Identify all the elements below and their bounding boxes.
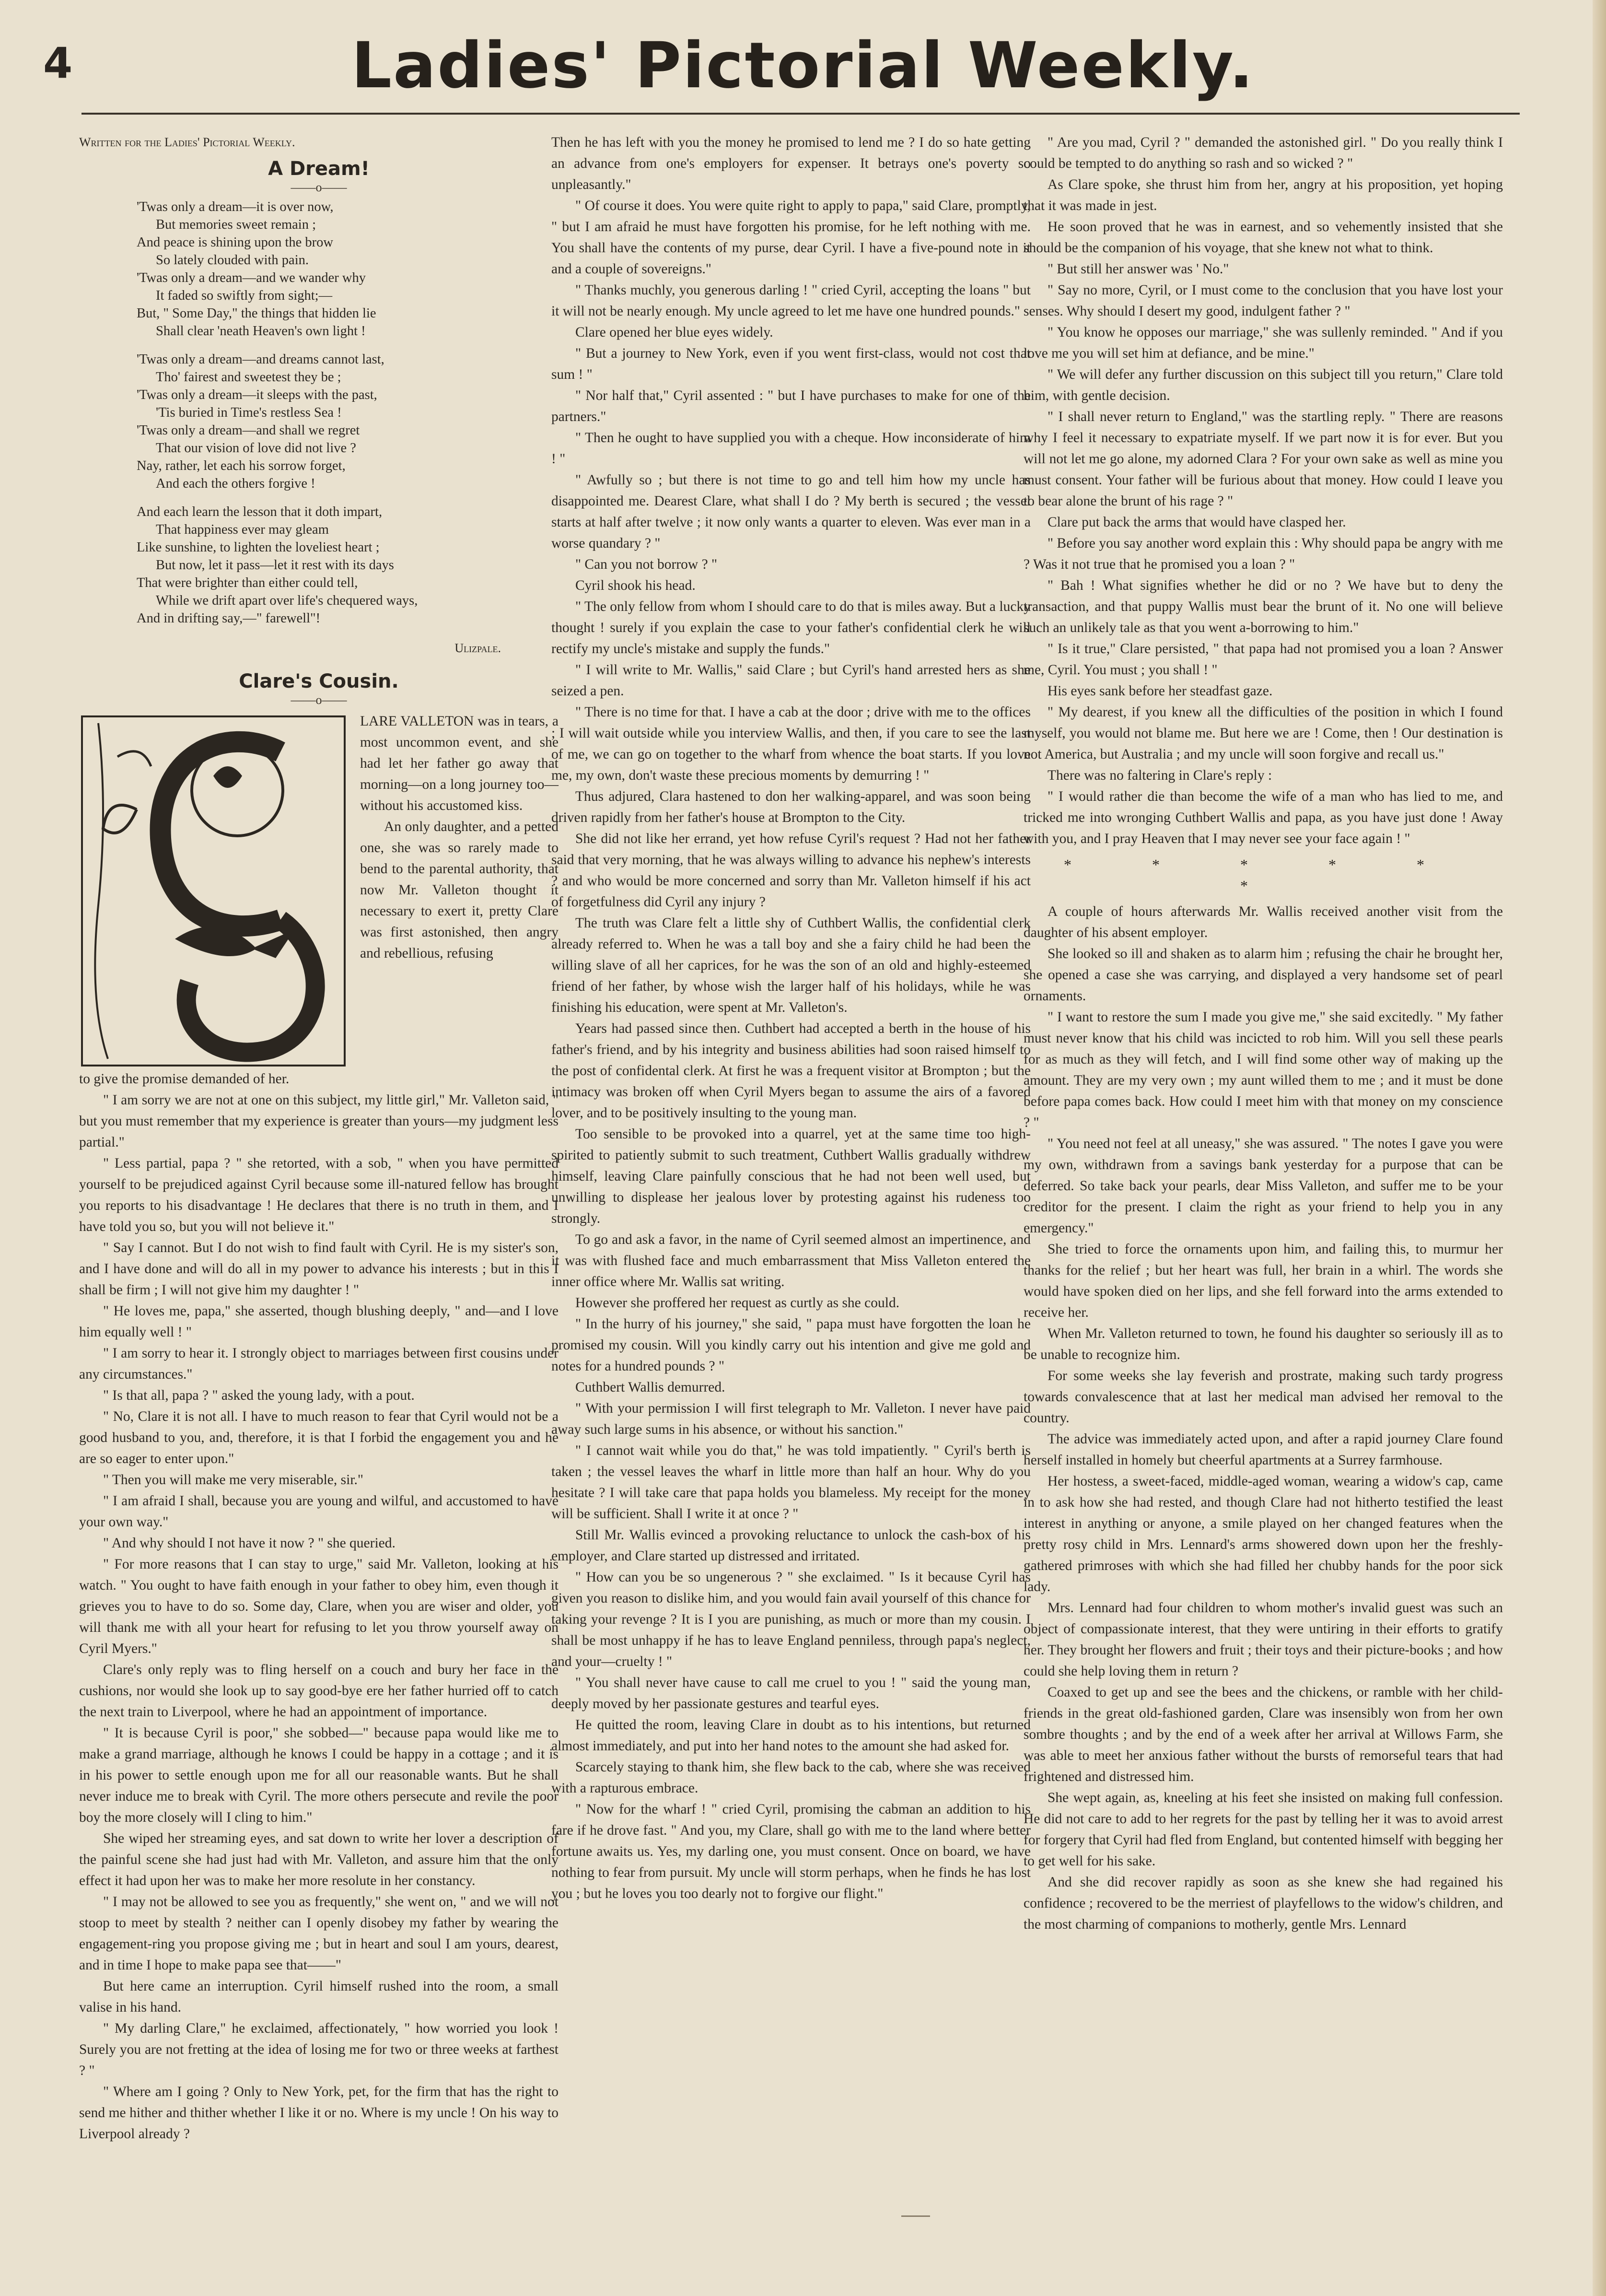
story-paragraph: " Nor half that," Cyril assented : " but I have purchases to make for one of the partners." [551, 388, 1031, 424]
ornament-divider: ——o—— [291, 693, 347, 707]
story-paragraph: " I want to restore the sum I made you give me," she said excitedly. " My father must never know that his child was incicted to rob him. Will you sell these pearls for as much as they will fetch, and I will find some other way of making up the amount. They are my very own ; my aunt willed them to me ; and it must be done before papa comes back. How could I meet him with that money on my conscience ? " [1024, 1009, 1503, 1130]
poem-line: And peace is shining upon the brow [137, 235, 334, 250]
story-paragraph: " Of course it does. You were quite right to apply to papa," said Clare, promptly, " but I am afraid he must have forgotten his promise, for he left nothing with me. You shall have the contents of my purse, dear Cyril. I have a five-pound note in it and a couple of sovereigns." [551, 198, 1031, 277]
story-paragraph: Then he has left with you the money he promised to lend me ? I do so hate getting an advance from one's employers for expenser. It betrays one's poverty so unpleasantly." [551, 135, 1031, 192]
poem-line: 'Twas only a dream—it is over now, [137, 199, 334, 214]
story-paragraph: " He loves me, papa," she asserted, though blushing deeply, " and—and I love him equally well ! " [79, 1303, 559, 1340]
poem-line: That happiness ever may gleam [156, 522, 329, 537]
story-paragraph: Clare's only reply was to fling herself on a couch and bury her face in the cushions, nor would she look up to say good-bye ere her father hurried off to catch the next train to Liverpool, where he had an appointment of importance. [79, 1662, 559, 1720]
story-paragraph: " No, Clare it is not all. I have to much reason to fear that Cyril would not be a good husband to you, and, therefore, it is that I forbid the engagement you and he are so eager to enter upon." [79, 1409, 559, 1466]
story-paragraph: " Say I cannot. But I do not wish to find fault with Cyril. He is my sister's son, and I have done and will do all in my power to advance his interests ; but in this I shall be firm ; I will not give him my daughter ! " [79, 1240, 559, 1298]
story-paragraph: " Less partial, papa ? " she retorted, with a sob, " when you have permitted yourself to be prejudiced against Cyril because some ill-natured fellow has brought you reports to his disadvantage ! He declares that there is no truth in them, and I have told you so, but you will not believe it." [79, 1156, 559, 1234]
story-paragraph: " You know he opposes our marriage," she was sullenly reminded. " And if you love me you will set him at defiance, and be mine." [1024, 325, 1503, 361]
story-paragraph: " I cannot wait while you do that," he was told impatiently. " Cyril's berth is taken ; the vessel leaves the wharf in little more than half an hour. Why do you hesitate ? I will take care that papa holds you blameless. My receipt for the money will be sufficient. Shall I write it at once ? " [551, 1443, 1031, 1522]
poem-line: So lately clouded with pain. [156, 253, 309, 268]
section-break-stars: * * * * * * [1064, 856, 1463, 894]
story-paragraph: He quitted the room, leaving Clare in doubt as to his intentions, but returned almost immediately, and put into her hand notes to the amount she had asked for. [551, 1717, 1031, 1754]
story-paragraph: Thus adjured, Clara hastened to don her walking-apparel, and was soon being driven rapidly from her father's house at Brompton to the City. [551, 789, 1031, 825]
poem-title: A Dream! [268, 158, 370, 180]
story-paragraph: Clare put back the arms that would have clasped her. [1047, 515, 1346, 530]
page-spine-shadow [1593, 0, 1606, 2296]
story-paragraph: " But still her answer was ' No." [1047, 261, 1229, 277]
story-paragraph: " Can you not borrow ? " [575, 557, 718, 572]
story-paragraph: " I would rather die than become the wife of a man who has lied to me, and tricked me into wronging Cuthbert Wallis and papa, as you have just done ! Away with you, and I pray Heaven that I may never see your face again ! " [1024, 789, 1503, 846]
poem-line: That were brighter than either could tell, [137, 575, 358, 590]
story-paragraph: " In the hurry of his journey," she said, " papa must have forgotten the loan he promised my cousin. Will you kindly carry out his intention and give me gold and notes for a hundred pounds ? " [551, 1316, 1031, 1374]
story-paragraph: The truth was Clare felt a little shy of Cuthbert Wallis, the confidential clerk already referred to. When he was a tall boy and she a fairy child he had been the willing slave of all her caprices, for he was the son of an old and highly-esteemed friend of her father, by whose wish the larger half of his holidays, while he was finishing his education, were spent at Mr. Valleton's. [551, 915, 1031, 1015]
story-paragraph: " Then you will make me very miserable, sir." [103, 1472, 363, 1488]
story-paragraph: " Are you mad, Cyril ? " demanded the astonished girl. " Do you really think I could be tempted to do anything so rash and so wicked ? " [1024, 135, 1503, 171]
story-paragraph: She wept again, as, kneeling at his feet she insisted on making full confession. He did not care to add to her regrets for the past by telling her it was to avoid arrest for forgery that Cyril had fled from England, but contented himself with begging her to get well for his sake. [1024, 1790, 1503, 1869]
story-paragraph: There was no faltering in Clare's reply : [1047, 768, 1272, 783]
story-paragraph: Coaxed to get up and see the bees and the chickens, or ramble with her child-friends in the great old-fashioned garden, Clare was insensibly won from her own sombre thoughts ; and by the end of a week after her arrival at Willows Farm, she was able to meet her anxious father without the bursts of remorseful tears that had frightened and distressed him. [1024, 1685, 1503, 1784]
dropcap-section [79, 711, 559, 1068]
poem-line: But, " Some Day," the things that hidden lie [137, 306, 376, 321]
story-paragraph: " Now for the wharf ! " cried Cyril, promising the cabman an addition to his fare if he drove fast. " And you, my Clare, shall go with me to the land where better fortune awaits us. Yes, my darling one, you must consent. Once on board, we have nothing to fear from pursuit. My uncle will storm perhaps, when he finds he has lost you ; but he loves you too dearly not to forgive our flight." [551, 1802, 1031, 1901]
poem-line: 'Twas only a dream—and shall we regret [137, 423, 360, 438]
story-paragraph: " Thanks muchly, you generous darling ! " cried Cyril, accepting the loans " but it will not be nearly enough. My uncle agreed to let me have one hundred pounds." [551, 282, 1031, 319]
poem-stanza [137, 503, 559, 627]
poem-line: 'Twas only a dream—and dreams cannot last, [137, 352, 384, 367]
poem-stanza [137, 351, 559, 492]
story-title: Clare's Cousin. [239, 670, 399, 692]
poem-line: And in drifting say,—" farewell"! [137, 611, 321, 626]
poem-line: And each learn the lesson that it doth impart, [137, 504, 383, 519]
ornament-divider: ——o—— [291, 180, 347, 194]
poem-line: 'Tis buried in Time's restless Sea ! [156, 405, 342, 420]
story-paragraph: " Awfully so ; but there is not time to go and tell him how my uncle has disappointed me. Dearest Clare, what shall I do ? My berth is secured ; the vessel starts at half after twelve ; it now only wants a quarter to eleven. Was ever man in a worse quandary ? " [551, 472, 1031, 551]
story-paragraph: She wiped her streaming eyes, and sat down to write her lover a description of the painful scene she had just had with Mr. Valleton, and assure him that the only effect it had upon her was to make her more resolute in her constancy. [79, 1831, 559, 1888]
story-paragraph: Cyril shook his head. [575, 578, 696, 593]
story-paragraph: Cuthbert Wallis demurred. [575, 1380, 725, 1395]
story-paragraph: " Where am I going ? Only to New York, pet, for the firm that has the right to send me hither and thither whether I like it or no. Where is my uncle ! On his way to Liverpool already ? [79, 2084, 559, 2142]
column-3 [1024, 132, 1503, 1935]
story-paragraph: When Mr. Valleton returned to town, he found his daughter so seriously ill as to be unable to recognize him. [1024, 1326, 1503, 1362]
story-paragraph: " Then he ought to have supplied you with a cheque. How inconsiderate of him ! " [551, 430, 1031, 467]
story-paragraph: " I will write to Mr. Wallis," said Clare ; but Cyril's hand arrested hers as she seized a pen. [551, 662, 1031, 699]
story-paragraph: Years had passed since then. Cuthbert had accepted a berth in the house of his father's friend, and by his integrity and business abilities had soon raised himself to the post of confidental clerk. At first he was a frequent visitor at Brompton ; but the intimacy was broken off when Cyril Myers began to assume the airs of a favored lover, and to be positively insulting to the young man. [551, 1021, 1031, 1121]
poem-line: Tho' fairest and sweetest they be ; [156, 370, 341, 385]
story-paragraph: She did not like her errand, yet how refuse Cyril's request ? Had not her father said that very morning, that he was always willing to advance his nephew's interests ? and who would be more concerned and sorry than Mr. Valleton himself if his act of forgetfulness did Cyril any injury ? [551, 831, 1031, 910]
story-paragraph: " I may not be allowed to see you as frequently," she went on, " and we will not stoop to meet by stealth ? neither can I openly disobey my father by wearing the engagement-ring you propose giving me ; but in heart and soul I am yours, dearest, and in time I hope to make papa see that——" [79, 1894, 559, 1973]
story-paragraph: " We will defer any further discussion on this subject till you return," Clare told him, with gentle decision. [1024, 367, 1503, 403]
story-paragraph: " Say no more, Cyril, or I must come to the conclusion that you have lost your senses. Why should I desert my good, indulgent father ? " [1024, 282, 1503, 319]
story-paragraph: " But a journey to New York, even if you went first-class, would not cost that sum ! " [551, 346, 1031, 382]
poem-line: 'Twas only a dream—it sleeps with the past, [137, 387, 377, 402]
decorative-initial-c-bird-illustration [79, 714, 348, 1068]
story-paragraph: " Is that all, papa ? " asked the young lady, with a pout. [103, 1388, 415, 1403]
poem-line: It faded so swiftly from sight;— [156, 288, 333, 303]
story-paragraph: " I am sorry to hear it. I strongly object to marriages between first cousins under any circumstances." [79, 1346, 559, 1382]
story-paragraph: " I shall never return to England," was the startling reply. " There are reasons why I feel it necessary to expatriate myself. If we part now it is for ever. But you will not let me go alone, my adorned Clara ? For your own sake as well as mine you must consent. Your father will be furious about that money. How could I leave you to bear alone the brunt of his rage ? " [1024, 409, 1503, 509]
story-paragraph: The advice was immediately acted upon, and after a rapid journey Clare found herself installed in homely but cheerful apartments at a Surrey farmhouse. [1024, 1431, 1503, 1468]
column-2 [551, 132, 1031, 1904]
poem-stanza [137, 198, 559, 340]
masthead-title: Ladies' Pictorial Weekly. [351, 29, 1255, 103]
poem-signature: Ulizpale. [454, 641, 501, 655]
story-paragraph: She tried to force the ornaments upon him, and failing this, to murmur her thanks for the relief ; but her heart was full, her brain in a whirl. The words she would have spoken died on her lips, and she fell forward into the arms extended to receive her. [1024, 1242, 1503, 1320]
page-number: 4 [43, 38, 73, 88]
story-paragraph: " Is it true," Clare persisted, " that papa had not promised you a loan ? Answer me, Cyril. You must ; you shall ! " [1024, 641, 1503, 678]
story-paragraph: " My dearest, if you knew all the difficulties of the position in which I found myself, you would not blame me. But here we are ! Come, then ! Our destination is not America, but Australia ; and my uncle will soon forgive and recall us." [1024, 704, 1503, 762]
story-paragraph: He soon proved that he was in earnest, and so vehemently insisted that she should be the companion of his voyage, that she knew not what to think. [1024, 219, 1503, 256]
story-paragraph: to give the promise demanded of her. [79, 1071, 290, 1087]
story-paragraph: His eyes sank before her steadfast gaze. [1047, 683, 1273, 699]
story-paragraph: To go and ask a favor, in the name of Cyril seemed almost an impertinence, and it was with flushed face and much embarrassment that Miss Valleton entered the inner office where Mr. Wallis sat writing. [551, 1232, 1031, 1289]
poem-line: Nay, rather, let each his sorrow forget, [137, 458, 346, 473]
story-opening-paragraph: LARE VALLETON was in tears, a most uncommon event, and she had let her father go away that morning—on a long journey too—without his accustomed kiss. [360, 714, 559, 813]
story-paragraph: Her hostess, a sweet-faced, middle-aged woman, wearing a widow's cap, came in to ask how she had rested, and though Clare had not hitherto testified the least interest in anything or anyone, a smile played on her changed features when the pretty rosy child in Mrs. Lennard's arms showered down upon her the freshly-gathered primroses with which she had filled her chubby hands for the poor sick lady. [1024, 1474, 1503, 1594]
story-paragraph: And she did recover rapidly as soon as she knew she had regained his confidence ; recovered to be the merriest of playfellows to the widow's children, and the most charming of companions to motherly, gentle Mrs. Lennard [1024, 1874, 1503, 1932]
column-1-body [79, 1068, 559, 2144]
story-paragraph: " How can you be so ungenerous ? " she exclaimed. " Is it because Cyril has given you reason to dislike him, and you would fain avail yourself of this chance for taking your revenge ? It is I you are punishing, as much or more than my cousin. I shall be most unhappy if he has to leave England penniless, through papa's neglect, and your—cruelty ! " [551, 1570, 1031, 1669]
masthead-rule [81, 113, 1520, 115]
story-paragraph: She looked so ill and shaken as to alarm him ; refusing the chair he brought her, she opened a case she was carrying, and displayed a very handsome set of pearl ornaments. [1024, 946, 1503, 1004]
column-3-body [1024, 132, 1503, 1935]
story-paragraph: " You shall never have cause to call me cruel to you ! " said the young man, deeply moved by her passionate gestures and tearful eyes. [551, 1675, 1031, 1711]
story-paragraph: Mrs. Lennard had four children to whom mother's invalid guest was such an object of compassionate interest, that they were untiring in their efforts to gratify her. They brought her flowers and fruit ; their toys and their picture-books ; and how could she help loving them in return ? [1024, 1600, 1503, 1679]
story-paragraph: " I am afraid I shall, because you are young and wilful, and accustomed to have your own way." [79, 1493, 559, 1530]
story-paragraph: For some weeks she lay feverish and prostrate, making such tardy progress towards convalescence that at last her medical man advised her removal to the country. [1024, 1368, 1503, 1426]
story-paragraph: " Before you say another word explain this : Why should papa be angry with me ? Was it not true that he promised you a loan ? " [1024, 536, 1503, 572]
story-paragraph: " I am sorry we are not at one on this subject, my little girl," Mr. Valleton said, " but you must remember that my experience is greater than yours—my judgment less partial." [79, 1092, 559, 1150]
story-paragraph: Still Mr. Wallis evinced a provoking reluctance to unlock the cash-box of his employer, and Clare started up distressed and irritated. [551, 1527, 1031, 1564]
story-paragraph: Clare opened her blue eyes widely. [575, 325, 773, 340]
poem-line: And each the others forgive ! [156, 476, 315, 491]
story-paragraph: " Bah ! What signifies whether he did or no ? We have but to deny the transaction, and that puppy Wallis must bear the brunt of it. No one will believe such an unlikely tale as that you went a-borrowing to him." [1024, 578, 1503, 635]
poem-line: But memories sweet remain ; [156, 217, 316, 232]
story-paragraph: " You need not feel at all uneasy," she was assured. " The notes I gave you were my own, withdrawn from a savings bank yesterday for a purpose that can be deferred. So take back your pearls, dear Miss Valleton, and suffer me to be your creditor for the present. I claim the right as your friend to help you in any emergency." [1024, 1136, 1503, 1236]
story-paragraph: " For more reasons that I can stay to urge," said Mr. Valleton, looking at his watch. " You ought to have faith enough in your father to obey him, even though it grieves you to have to do so. Some day, Clare, when you are wiser and older, you will thank me with all your heart for refusing to let you throw yourself away on Cyril Myers." [79, 1557, 559, 1656]
story-paragraph: As Clare spoke, she thrust him from her, angry at his proposition, yet hoping that it was made in jest. [1024, 177, 1503, 213]
poem-line: Shall clear 'neath Heaven's own light ! [156, 324, 366, 339]
poem-line: But now, let it pass—let it rest with its days [156, 558, 394, 573]
poem-line: Like sunshine, to lighten the loveliest heart ; [137, 540, 380, 555]
column-1 [79, 132, 559, 2144]
story-paragraph: " It is because Cyril is poor," she sobbed—" because papa would like me to make a grand marriage, although he knows I could be happy in a cottage ; and it is in his power to settle enough upon me for all our reasonable wants. But he shall never induce me to break with Cyril. The more others persecute and revile the poor boy the more closely will I cling to him." [79, 1725, 559, 1825]
page-footer-mark [901, 2215, 930, 2217]
poem-written-for: Written for the Ladies' Pictorial Weekly. [79, 135, 295, 149]
story-paragraph: Too sensible to be provoked into a quarrel, yet at the same time too high-spirited to patiently submit to such treatment, Cuthbert Wallis gradually withdrew himself, leaving Clare painfully conscious that he had not been well used, but unwilling to displease her jealous lover by protesting against his rudeness too strongly. [551, 1126, 1031, 1226]
story-paragraph: " There is no time for that. I have a cab at the door ; drive with me to the offices ; I will wait outside while you interview Wallis, and then, if you care to see the last of me, we can go on together to the wharf from whence the boat starts. If you love me, my own, don't waste these precious moments by demurring ! " [551, 704, 1031, 783]
story-paragraph: Scarcely staying to thank him, she flew back to the cab, where she was received with a rapturous embrace. [551, 1759, 1031, 1796]
story-paragraph: However she proffered her request as curtly as she could. [575, 1295, 900, 1311]
poem-line: 'Twas only a dream—and we wander why [137, 270, 366, 285]
poem-line: That our vision of love did not live ? [156, 441, 356, 456]
story-paragraph: " My darling Clare," he exclaimed, affectionately, " how worried you look ! Surely you are not fretting at the idea of losing me for two or three weeks at farthest ? " [79, 2021, 559, 2078]
story-paragraph: An only daughter, and a petted one, she was so rarely made to bend to the parental authority, that now Mr. Valleton thought it necessary to exert it, pretty Clare was first astonished, then angry and rebellious, refusing [360, 819, 559, 961]
story-paragraph: A couple of hours afterwards Mr. Wallis received another visit from the daughter of his absent employer. [1024, 904, 1503, 940]
story-paragraph: " And why should I not have it now ? " she queried. [103, 1535, 396, 1551]
poem-body [79, 198, 559, 627]
story-paragraph: " With your permission I will first telegraph to Mr. Valleton. I never have paid away such large sums in his absence, or without his sanction." [551, 1401, 1031, 1437]
story-paragraph: " The only fellow from whom I should care to do that is miles away. But a lucky thought ! surely if you explain the case to your father's confidential clerk he will rectify my uncle's mistake and supply the funds." [551, 599, 1031, 656]
column-2-body [551, 132, 1031, 1904]
story-paragraph: But here came an interruption. Cyril himself rushed into the room, a small valise in his hand. [79, 1979, 559, 2015]
poem-line: While we drift apart over life's chequered ways, [156, 593, 418, 608]
